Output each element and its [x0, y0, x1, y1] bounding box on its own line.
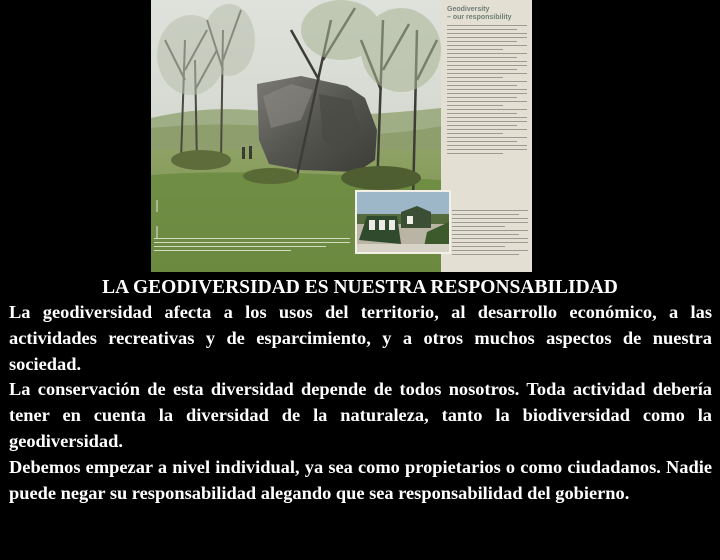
photo-caption-fine-print	[154, 238, 350, 251]
brochure-spread	[151, 0, 532, 272]
sidebar-title: Geodiversity – our responsibility	[447, 6, 512, 21]
sidebar-fine-print	[447, 25, 527, 154]
inset-caption-fine-print	[452, 210, 528, 255]
slide-body	[9, 300, 712, 506]
inset-exhibit-photo	[355, 190, 451, 254]
slide-heading: LA GEODIVERSIDAD ES NUESTRA RESPONSABILIDAD	[102, 277, 618, 298]
paragraph-conservation: La conservación de esta diversidad depende de todos nosotros. Toda actividad debería tener en cuenta la diversidad de la naturaleza, tanto la biodiversidad como la geodiversidad.	[9, 379, 712, 451]
paragraph-responsibility: Debemos empezar a nivel individual, ya sea como propietarios o como ciudadanos. Nadie puede negar su responsabilidad alegando que sea responsabilidad del gobierno.	[9, 456, 712, 503]
paragraph-land-use: La geodiversidad afecta a los usos del territorio, al desarrollo económico, a las actividades recreativas y de esparcimiento, y a otros muchos aspectos de nuestra sociedad.	[9, 302, 712, 374]
